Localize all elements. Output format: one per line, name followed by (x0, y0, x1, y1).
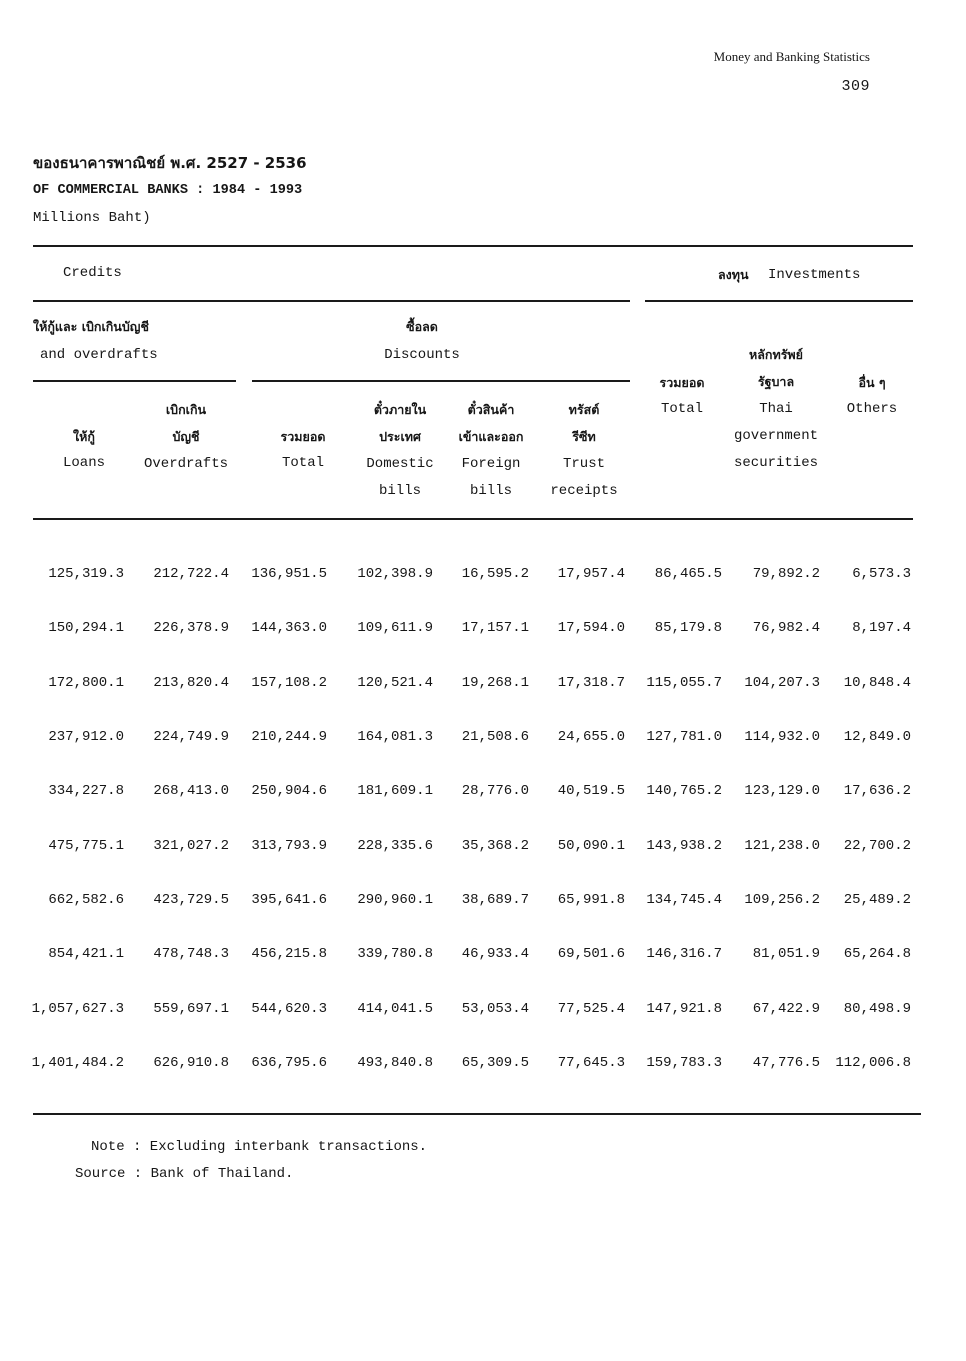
table-cell-investments-total: 140,765.2 (646, 783, 722, 800)
table-cell-discounts-total: 313,793.9 (251, 837, 327, 854)
column-header-english-line: bills (469, 482, 512, 499)
column-header-english-line: Foreign (461, 455, 521, 472)
table-row (0, 560, 966, 588)
table-cell-investments-total: 143,938.2 (646, 837, 722, 854)
table-cell-thai-government-securities: 104,207.3 (744, 674, 820, 691)
table-cell-domestic-bills: 414,041.5 (357, 1000, 433, 1017)
loans-overdrafts-rule (33, 380, 236, 382)
column-header-thai-line: ทรัสต์ (568, 402, 600, 417)
column-header-english-line: Overdrafts (143, 455, 228, 472)
table-cell-domestic-bills: 290,960.1 (357, 891, 433, 908)
table-cell-foreign-bills: 53,053.4 (461, 1000, 529, 1017)
column-header-english-line: Total (281, 455, 324, 472)
group-header-investments: Investments (768, 267, 861, 283)
column-header-others (807, 369, 937, 424)
column-header-thai-line: เบิกเกิน (165, 402, 207, 417)
column-header-thai-line: รีซีท (572, 429, 596, 445)
table-cell-others: 6,573.3 (852, 566, 911, 582)
table-cell-foreign-bills: 16,595.2 (461, 566, 529, 582)
table-cell-loans: 334,227.8 (48, 783, 124, 800)
column-header-english-line: Thai (759, 400, 793, 417)
group-header-loans-overdrafts: and overdrafts (40, 347, 158, 363)
column-header-thai-line: รวมยอด (659, 375, 705, 390)
table-cell-overdrafts: 213,820.4 (153, 674, 229, 691)
table-cell-trust-receipts: 50,090.1 (557, 837, 625, 854)
table-cell-investments-total: 115,055.7 (646, 674, 722, 691)
table-cell-loans: 150,294.1 (48, 620, 124, 637)
table-cell-thai-government-securities: 81,051.9 (752, 946, 820, 963)
table-cell-foreign-bills: 35,368.2 (461, 837, 529, 854)
table-cell-domestic-bills: 109,611.9 (357, 620, 433, 637)
table-cell-overdrafts: 559,697.1 (153, 1000, 229, 1017)
column-header-english-line: Domestic (366, 455, 434, 472)
discounts-rule (252, 380, 630, 382)
table-cell-trust-receipts: 24,655.0 (557, 728, 625, 745)
table-cell-loans: 1,401,484.2 (31, 1054, 124, 1071)
credits-rule (33, 300, 630, 302)
table-source: Source : Bank of Thailand. (75, 1166, 294, 1182)
table-cell-discounts-total: 210,244.9 (251, 728, 327, 745)
table-row (0, 832, 966, 860)
table-row (0, 940, 966, 968)
table-cell-domestic-bills: 339,780.8 (357, 946, 433, 963)
table-cell-loans: 125,319.3 (48, 566, 124, 582)
column-header-thai-line: ตั๋วภายใน (373, 402, 427, 417)
table-cell-others: 65,264.8 (843, 946, 911, 963)
table-cell-others: 12,849.0 (843, 728, 911, 745)
table-cell-investments-total: 86,465.5 (654, 566, 722, 582)
table-row (0, 995, 966, 1023)
column-header-english-line: Loans (62, 455, 105, 472)
column-header-english-line: Total (660, 401, 703, 418)
table-cell-loans: 172,800.1 (48, 674, 124, 691)
table-row (0, 614, 966, 642)
header-bottom-rule (33, 518, 913, 520)
group-header-discounts-thai: ซื้อลด (406, 319, 438, 334)
table-row (0, 723, 966, 751)
table-row (0, 1049, 966, 1077)
table-row (0, 669, 966, 697)
table-cell-loans: 237,912.0 (48, 728, 124, 745)
table-cell-domestic-bills: 164,081.3 (357, 728, 433, 745)
table-cell-foreign-bills: 46,933.4 (461, 946, 529, 963)
table-cell-trust-receipts: 17,957.4 (557, 566, 625, 582)
table-cell-discounts-total: 544,620.3 (251, 1000, 327, 1017)
table-cell-loans: 1,057,627.3 (31, 1000, 124, 1017)
investments-rule (645, 300, 913, 302)
column-header-english-line: bills (378, 482, 421, 499)
table-row (0, 777, 966, 805)
table-note: Note : Excluding interbank transactions. (91, 1139, 428, 1155)
page-number: 309 (841, 78, 870, 95)
column-header-thai-line: รัฐบาล (757, 374, 795, 390)
table-cell-discounts-total: 157,108.2 (251, 674, 327, 691)
table-cell-investments-total: 159,783.3 (646, 1054, 722, 1071)
table-cell-trust-receipts: 17,318.7 (557, 674, 625, 691)
table-cell-foreign-bills: 19,268.1 (461, 674, 529, 691)
table-cell-domestic-bills: 228,335.6 (357, 837, 433, 854)
table-cell-others: 80,498.9 (843, 1000, 911, 1017)
table-cell-trust-receipts: 77,525.4 (557, 1000, 625, 1017)
table-cell-thai-government-securities: 67,422.9 (752, 1000, 820, 1017)
table-cell-discounts-total: 395,641.6 (251, 891, 327, 908)
table-cell-trust-receipts: 65,991.8 (557, 891, 625, 908)
table-title-thai: ของธนาคารพาณิชย์ พ.ศ. 2527 - 2536 (33, 154, 307, 172)
table-cell-others: 112,006.8 (835, 1054, 911, 1071)
group-header-investments-thai: ลงทุน (718, 267, 749, 282)
table-cell-domestic-bills: 120,521.4 (357, 674, 433, 691)
table-cell-overdrafts: 224,749.9 (153, 728, 229, 745)
table-cell-thai-government-securities: 123,129.0 (744, 783, 820, 800)
table-cell-domestic-bills: 493,840.8 (357, 1054, 433, 1071)
table-cell-overdrafts: 478,748.3 (153, 946, 229, 963)
column-header-thai-line: อื่น ๆ (858, 375, 886, 390)
table-cell-trust-receipts: 40,519.5 (557, 783, 625, 800)
column-header-thai-line: หลักทรัพย์ (749, 347, 803, 362)
column-header-english-line: receipts (550, 482, 618, 499)
table-cell-domestic-bills: 102,398.9 (357, 566, 433, 582)
table-cell-investments-total: 134,745.4 (646, 891, 722, 908)
running-title: Money and Banking Statistics (713, 49, 870, 64)
table-bottom-rule (33, 1113, 921, 1115)
group-header-loans-overdrafts-thai: ให้กู้และ เบิกเกินบัญชี (33, 319, 149, 334)
table-cell-investments-total: 147,921.8 (646, 1000, 722, 1017)
column-header-thai-line: เข้าและออก (458, 429, 524, 445)
table-top-rule (33, 245, 913, 247)
table-cell-overdrafts: 626,910.8 (153, 1054, 229, 1071)
table-cell-discounts-total: 636,795.6 (251, 1054, 327, 1071)
table-cell-overdrafts: 226,378.9 (153, 620, 229, 637)
table-row (0, 886, 966, 914)
table-cell-others: 10,848.4 (843, 674, 911, 691)
table-cell-others: 25,489.2 (843, 891, 911, 908)
column-header-thai-line: ให้กู้ (73, 429, 95, 444)
table-cell-thai-government-securities: 121,238.0 (744, 837, 820, 854)
table-cell-foreign-bills: 21,508.6 (461, 728, 529, 745)
table-cell-thai-government-securities: 76,982.4 (752, 620, 820, 637)
table-cell-loans: 475,775.1 (48, 837, 124, 854)
table-cell-discounts-total: 144,363.0 (251, 620, 327, 637)
table-cell-others: 8,197.4 (852, 620, 911, 637)
table-cell-thai-government-securities: 47,776.5 (752, 1054, 820, 1071)
column-header-thai-line: บัญชี (172, 429, 200, 445)
table-cell-discounts-total: 456,215.8 (251, 946, 327, 963)
table-title-english: OF COMMERCIAL BANKS : 1984 - 1993 (33, 183, 303, 198)
group-header-discounts: Discounts (384, 347, 460, 363)
table-cell-loans: 662,582.6 (48, 891, 124, 908)
table-cell-overdrafts: 268,413.0 (153, 783, 229, 800)
table-cell-thai-government-securities: 114,932.0 (744, 728, 820, 745)
table-cell-domestic-bills: 181,609.1 (357, 783, 433, 800)
column-header-english-line: government (733, 427, 818, 444)
table-cell-discounts-total: 136,951.5 (251, 566, 327, 582)
table-cell-trust-receipts: 77,645.3 (557, 1054, 625, 1071)
table-cell-others: 22,700.2 (843, 837, 911, 854)
group-header-credits: Credits (63, 265, 122, 281)
table-cell-trust-receipts: 17,594.0 (557, 620, 625, 637)
column-header-english-line: Trust (562, 455, 605, 472)
table-unit: Millions Baht) (33, 210, 151, 226)
table-cell-investments-total: 127,781.0 (646, 728, 722, 745)
table-cell-overdrafts: 321,027.2 (153, 837, 229, 854)
table-cell-foreign-bills: 65,309.5 (461, 1054, 529, 1071)
column-header-overdrafts (121, 396, 251, 478)
column-header-thai-line: ประเทศ (379, 429, 421, 445)
column-header-english-line: Others (846, 401, 898, 418)
table-cell-investments-total: 146,316.7 (646, 946, 722, 963)
table-cell-foreign-bills: 17,157.1 (461, 620, 529, 637)
table-cell-overdrafts: 423,729.5 (153, 891, 229, 908)
table-cell-investments-total: 85,179.8 (654, 620, 722, 637)
table-cell-others: 17,636.2 (843, 783, 911, 800)
table-cell-overdrafts: 212,722.4 (153, 566, 229, 582)
table-cell-foreign-bills: 28,776.0 (461, 783, 529, 800)
table-cell-trust-receipts: 69,501.6 (557, 946, 625, 963)
table-cell-thai-government-securities: 79,892.2 (752, 566, 820, 582)
table-cell-thai-government-securities: 109,256.2 (744, 891, 820, 908)
table-cell-discounts-total: 250,904.6 (251, 783, 327, 800)
table-cell-foreign-bills: 38,689.7 (461, 891, 529, 908)
column-header-thai-line: รวมยอด (280, 429, 326, 444)
column-header-english-line: securities (733, 455, 818, 472)
table-cell-loans: 854,421.1 (48, 946, 124, 963)
column-header-thai-line: ตั๋วสินค้า (467, 402, 515, 417)
